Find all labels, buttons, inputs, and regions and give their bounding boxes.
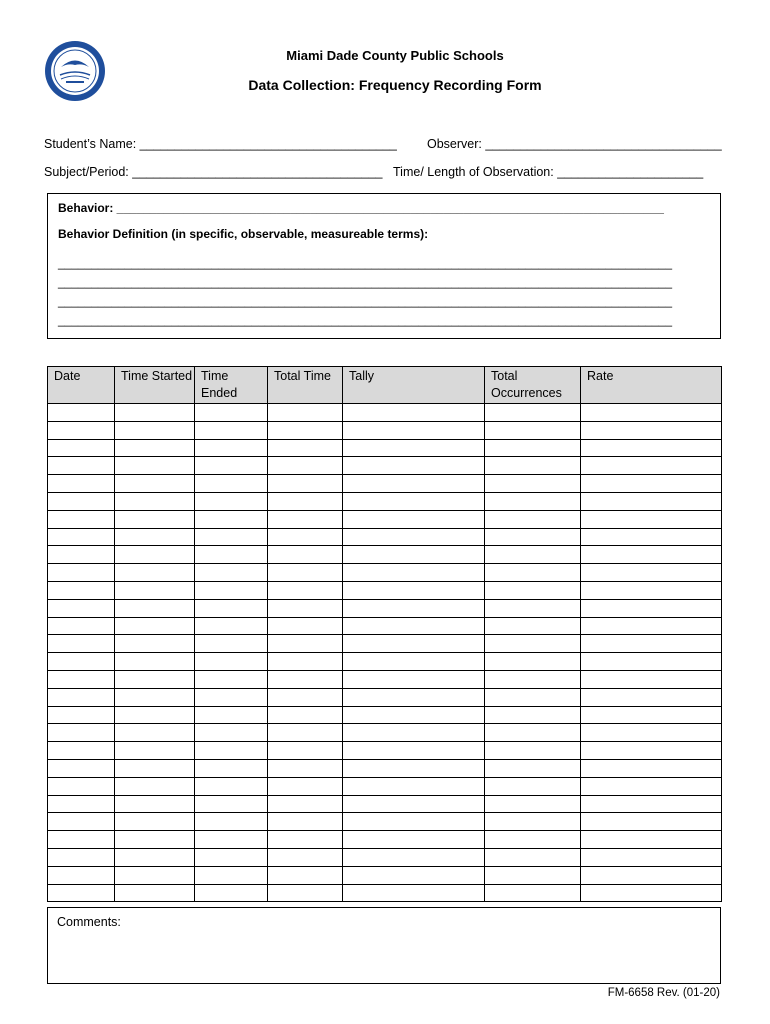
table-cell[interactable] xyxy=(581,599,722,617)
student-name-field[interactable]: Student’s Name: _____________________________________ xyxy=(44,137,397,151)
table-cell[interactable] xyxy=(115,581,195,599)
table-cell[interactable] xyxy=(581,777,722,795)
form-title: Data Collection: Frequency Recording Form xyxy=(248,77,542,93)
table-row xyxy=(48,528,722,546)
table-cell[interactable] xyxy=(485,439,581,457)
table-cell[interactable] xyxy=(115,475,195,493)
table-cell[interactable] xyxy=(581,617,722,635)
table-cell[interactable] xyxy=(343,457,485,475)
table-cell[interactable] xyxy=(195,813,268,831)
table-cell[interactable] xyxy=(581,866,722,884)
table-cell[interactable] xyxy=(485,813,581,831)
column-header-time-ended: Time Ended xyxy=(195,367,268,404)
table-row xyxy=(48,457,722,475)
table-cell[interactable] xyxy=(195,492,268,510)
table-row xyxy=(48,581,722,599)
table-cell[interactable] xyxy=(581,564,722,582)
table-cell[interactable] xyxy=(48,653,115,671)
table-cell[interactable] xyxy=(268,706,343,724)
table-row xyxy=(48,421,722,439)
table-cell[interactable] xyxy=(485,421,581,439)
table-cell[interactable] xyxy=(485,777,581,795)
table-row xyxy=(48,546,722,564)
table-cell[interactable] xyxy=(343,439,485,457)
table-cell[interactable] xyxy=(485,724,581,742)
table-cell[interactable] xyxy=(195,475,268,493)
definition-line[interactable]: ____________________________________________________________________________________________ xyxy=(58,294,672,308)
table-cell[interactable] xyxy=(485,848,581,866)
table-cell[interactable] xyxy=(485,866,581,884)
table-cell[interactable] xyxy=(195,670,268,688)
table-cell[interactable] xyxy=(48,404,115,422)
table-cell[interactable] xyxy=(195,688,268,706)
table-cell[interactable] xyxy=(195,564,268,582)
table-cell[interactable] xyxy=(581,742,722,760)
table-cell[interactable] xyxy=(343,635,485,653)
table-row xyxy=(48,777,722,795)
table-cell[interactable] xyxy=(343,653,485,671)
table-cell[interactable] xyxy=(268,475,343,493)
table-cell[interactable] xyxy=(343,831,485,849)
table-cell[interactable] xyxy=(581,581,722,599)
comments-label: Comments: xyxy=(57,915,121,929)
behavior-field[interactable]: Behavior: __________________________________________________________________________________ xyxy=(58,201,664,215)
table-cell[interactable] xyxy=(343,795,485,813)
table-cell[interactable] xyxy=(485,831,581,849)
table-row xyxy=(48,706,722,724)
table-cell[interactable] xyxy=(195,457,268,475)
table-row xyxy=(48,404,722,422)
table-cell[interactable] xyxy=(343,777,485,795)
organization-name: Miami Dade County Public Schools xyxy=(286,48,504,63)
table-cell[interactable] xyxy=(343,404,485,422)
table-row xyxy=(48,492,722,510)
table-cell[interactable] xyxy=(48,724,115,742)
column-header-date: Date xyxy=(48,367,115,404)
table-cell[interactable] xyxy=(115,546,195,564)
table-cell[interactable] xyxy=(268,795,343,813)
table-cell[interactable] xyxy=(48,688,115,706)
table-row xyxy=(48,866,722,884)
table-cell[interactable] xyxy=(485,546,581,564)
table-cell[interactable] xyxy=(268,404,343,422)
table-cell[interactable] xyxy=(115,421,195,439)
table-cell[interactable] xyxy=(115,848,195,866)
table-cell[interactable] xyxy=(195,439,268,457)
table-cell[interactable] xyxy=(48,439,115,457)
table-cell[interactable] xyxy=(268,653,343,671)
table-cell[interactable] xyxy=(195,777,268,795)
table-cell[interactable] xyxy=(485,475,581,493)
table-row xyxy=(48,724,722,742)
table-cell[interactable] xyxy=(485,653,581,671)
table-cell[interactable] xyxy=(581,884,722,902)
definition-line[interactable]: ____________________________________________________________________________________________ xyxy=(58,313,672,327)
form-number: FM-6658 Rev. (01-20) xyxy=(607,987,720,999)
table-row xyxy=(48,795,722,813)
table-cell[interactable] xyxy=(581,546,722,564)
table-cell[interactable] xyxy=(48,599,115,617)
table-header-row xyxy=(48,367,722,404)
table-cell[interactable] xyxy=(48,635,115,653)
table-cell[interactable] xyxy=(343,528,485,546)
table-cell[interactable] xyxy=(48,581,115,599)
column-header-time-started: Time Started xyxy=(115,367,195,404)
table-cell[interactable] xyxy=(115,831,195,849)
table-cell[interactable] xyxy=(268,759,343,777)
table-cell[interactable] xyxy=(268,777,343,795)
table-cell[interactable] xyxy=(195,866,268,884)
column-header-rate: Rate xyxy=(581,367,722,404)
table-cell[interactable] xyxy=(195,653,268,671)
table-cell[interactable] xyxy=(195,421,268,439)
table-row xyxy=(48,759,722,777)
table-cell[interactable] xyxy=(343,599,485,617)
table-cell[interactable] xyxy=(195,617,268,635)
table-cell[interactable] xyxy=(268,670,343,688)
table-cell[interactable] xyxy=(115,724,195,742)
table-row xyxy=(48,831,722,849)
table-cell[interactable] xyxy=(195,848,268,866)
table-cell[interactable] xyxy=(195,742,268,760)
table-cell[interactable] xyxy=(268,866,343,884)
table-cell[interactable] xyxy=(115,599,195,617)
table-row xyxy=(48,599,722,617)
table-cell[interactable] xyxy=(48,617,115,635)
table-cell[interactable] xyxy=(485,581,581,599)
table-cell[interactable] xyxy=(195,528,268,546)
table-cell[interactable] xyxy=(343,724,485,742)
table-cell[interactable] xyxy=(48,813,115,831)
table-cell[interactable] xyxy=(343,564,485,582)
table-row xyxy=(48,813,722,831)
table-cell[interactable] xyxy=(115,813,195,831)
table-cell[interactable] xyxy=(115,777,195,795)
table-cell[interactable] xyxy=(195,599,268,617)
table-cell[interactable] xyxy=(581,439,722,457)
table-cell[interactable] xyxy=(485,759,581,777)
table-cell[interactable] xyxy=(581,670,722,688)
table-cell[interactable] xyxy=(195,546,268,564)
table-cell[interactable] xyxy=(48,795,115,813)
table-cell[interactable] xyxy=(48,848,115,866)
table-cell[interactable] xyxy=(268,688,343,706)
table-cell[interactable] xyxy=(115,528,195,546)
table-cell[interactable] xyxy=(343,617,485,635)
table-cell[interactable] xyxy=(343,688,485,706)
table-cell[interactable] xyxy=(115,404,195,422)
table-row xyxy=(48,439,722,457)
table-cell[interactable] xyxy=(343,884,485,902)
column-header-tally: Tally xyxy=(343,367,485,404)
table-cell[interactable] xyxy=(343,706,485,724)
table-row xyxy=(48,475,722,493)
table-cell[interactable] xyxy=(268,831,343,849)
table-cell[interactable] xyxy=(485,670,581,688)
table-cell[interactable] xyxy=(268,439,343,457)
table-cell[interactable] xyxy=(581,759,722,777)
table-row xyxy=(48,848,722,866)
table-cell[interactable] xyxy=(115,492,195,510)
table-cell[interactable] xyxy=(115,706,195,724)
table-cell[interactable] xyxy=(343,421,485,439)
table-cell[interactable] xyxy=(343,848,485,866)
table-cell[interactable] xyxy=(195,581,268,599)
behavior-box xyxy=(47,193,721,339)
table-cell[interactable] xyxy=(343,581,485,599)
table-cell[interactable] xyxy=(48,866,115,884)
table-cell[interactable] xyxy=(581,688,722,706)
table-cell[interactable] xyxy=(485,564,581,582)
table-cell[interactable] xyxy=(115,564,195,582)
table-cell[interactable] xyxy=(48,546,115,564)
table-cell[interactable] xyxy=(581,831,722,849)
table-cell[interactable] xyxy=(195,884,268,902)
table-cell[interactable] xyxy=(485,706,581,724)
table-cell[interactable] xyxy=(115,742,195,760)
table-cell[interactable] xyxy=(485,492,581,510)
table-cell[interactable] xyxy=(268,724,343,742)
table-row xyxy=(48,742,722,760)
table-cell[interactable] xyxy=(485,457,581,475)
table-cell[interactable] xyxy=(581,492,722,510)
table-row xyxy=(48,510,722,528)
table-cell[interactable] xyxy=(485,599,581,617)
table-cell[interactable] xyxy=(48,510,115,528)
table-cell[interactable] xyxy=(115,635,195,653)
table-row xyxy=(48,564,722,582)
table-cell[interactable] xyxy=(195,831,268,849)
frequency-table xyxy=(47,366,722,902)
table-cell[interactable] xyxy=(485,617,581,635)
table-cell[interactable] xyxy=(115,884,195,902)
table-cell[interactable] xyxy=(195,724,268,742)
table-cell[interactable] xyxy=(268,510,343,528)
table-cell[interactable] xyxy=(48,706,115,724)
table-cell[interactable] xyxy=(115,457,195,475)
table-cell[interactable] xyxy=(581,706,722,724)
table-cell[interactable] xyxy=(485,528,581,546)
table-cell[interactable] xyxy=(581,421,722,439)
table-cell[interactable] xyxy=(485,742,581,760)
table-row xyxy=(48,688,722,706)
table-row xyxy=(48,653,722,671)
table-cell[interactable] xyxy=(48,457,115,475)
table-cell[interactable] xyxy=(48,777,115,795)
table-cell[interactable] xyxy=(343,475,485,493)
table-cell[interactable] xyxy=(581,528,722,546)
table-cell[interactable] xyxy=(195,759,268,777)
table-cell[interactable] xyxy=(115,617,195,635)
table-cell[interactable] xyxy=(581,724,722,742)
table-cell[interactable] xyxy=(485,404,581,422)
table-row xyxy=(48,670,722,688)
observation-length-field[interactable]: Time/ Length of Observation: _____________________ xyxy=(393,165,704,179)
definition-line[interactable]: ____________________________________________________________________________________________ xyxy=(58,256,672,270)
table-cell[interactable] xyxy=(343,742,485,760)
table-cell[interactable] xyxy=(268,564,343,582)
table-cell[interactable] xyxy=(268,546,343,564)
table-cell[interactable] xyxy=(268,492,343,510)
subject-period-field[interactable]: Subject/Period: ____________________________________ xyxy=(44,165,383,179)
table-cell[interactable] xyxy=(195,795,268,813)
table-cell[interactable] xyxy=(48,528,115,546)
table-cell[interactable] xyxy=(268,421,343,439)
table-cell[interactable] xyxy=(485,635,581,653)
table-cell[interactable] xyxy=(343,510,485,528)
table-cell[interactable] xyxy=(343,759,485,777)
behavior-definition-label: Behavior Definition (in specific, observable, measureable terms): xyxy=(58,227,429,241)
table-cell[interactable] xyxy=(485,688,581,706)
table-cell[interactable] xyxy=(268,848,343,866)
table-cell[interactable] xyxy=(48,670,115,688)
table-cell[interactable] xyxy=(581,457,722,475)
table-cell[interactable] xyxy=(581,475,722,493)
table-cell[interactable] xyxy=(581,795,722,813)
table-row xyxy=(48,635,722,653)
table-row xyxy=(48,617,722,635)
table-cell[interactable] xyxy=(581,653,722,671)
table-cell[interactable] xyxy=(485,884,581,902)
table-cell[interactable] xyxy=(195,510,268,528)
table-cell[interactable] xyxy=(48,492,115,510)
observer-field[interactable]: Observer: __________________________________ xyxy=(427,137,722,151)
table-cell[interactable] xyxy=(48,759,115,777)
table-cell[interactable] xyxy=(268,599,343,617)
table-cell[interactable] xyxy=(115,510,195,528)
table-cell[interactable] xyxy=(115,439,195,457)
table-cell[interactable] xyxy=(268,457,343,475)
table-cell[interactable] xyxy=(343,492,485,510)
table-cell[interactable] xyxy=(115,688,195,706)
column-header-total-time: Total Time xyxy=(268,367,343,404)
table-cell[interactable] xyxy=(343,866,485,884)
table-cell[interactable] xyxy=(485,510,581,528)
table-cell[interactable] xyxy=(115,866,195,884)
table-cell[interactable] xyxy=(48,421,115,439)
table-cell[interactable] xyxy=(195,706,268,724)
definition-line[interactable]: ____________________________________________________________________________________________ xyxy=(58,275,672,289)
table-row xyxy=(48,884,722,902)
table-cell[interactable] xyxy=(581,404,722,422)
table-cell[interactable] xyxy=(343,546,485,564)
comments-box[interactable] xyxy=(47,907,721,984)
table-cell[interactable] xyxy=(48,831,115,849)
table-cell[interactable] xyxy=(195,635,268,653)
table-cell[interactable] xyxy=(268,528,343,546)
table-cell[interactable] xyxy=(581,510,722,528)
table-cell[interactable] xyxy=(195,404,268,422)
table-cell[interactable] xyxy=(115,653,195,671)
table-cell[interactable] xyxy=(268,617,343,635)
table-cell[interactable] xyxy=(268,742,343,760)
table-cell[interactable] xyxy=(268,813,343,831)
table-cell[interactable] xyxy=(115,759,195,777)
table-cell[interactable] xyxy=(268,581,343,599)
table-cell[interactable] xyxy=(343,813,485,831)
column-header-total-occurrences: Total Occurrences xyxy=(485,367,581,404)
table-cell[interactable] xyxy=(48,564,115,582)
table-cell[interactable] xyxy=(268,884,343,902)
table-cell[interactable] xyxy=(48,742,115,760)
table-cell[interactable] xyxy=(581,635,722,653)
table-cell[interactable] xyxy=(485,795,581,813)
table-cell[interactable] xyxy=(343,670,485,688)
table-cell[interactable] xyxy=(115,795,195,813)
table-cell[interactable] xyxy=(48,884,115,902)
table-cell[interactable] xyxy=(48,475,115,493)
table-cell[interactable] xyxy=(581,848,722,866)
table-cell[interactable] xyxy=(115,670,195,688)
table-cell[interactable] xyxy=(581,813,722,831)
table-cell[interactable] xyxy=(268,635,343,653)
